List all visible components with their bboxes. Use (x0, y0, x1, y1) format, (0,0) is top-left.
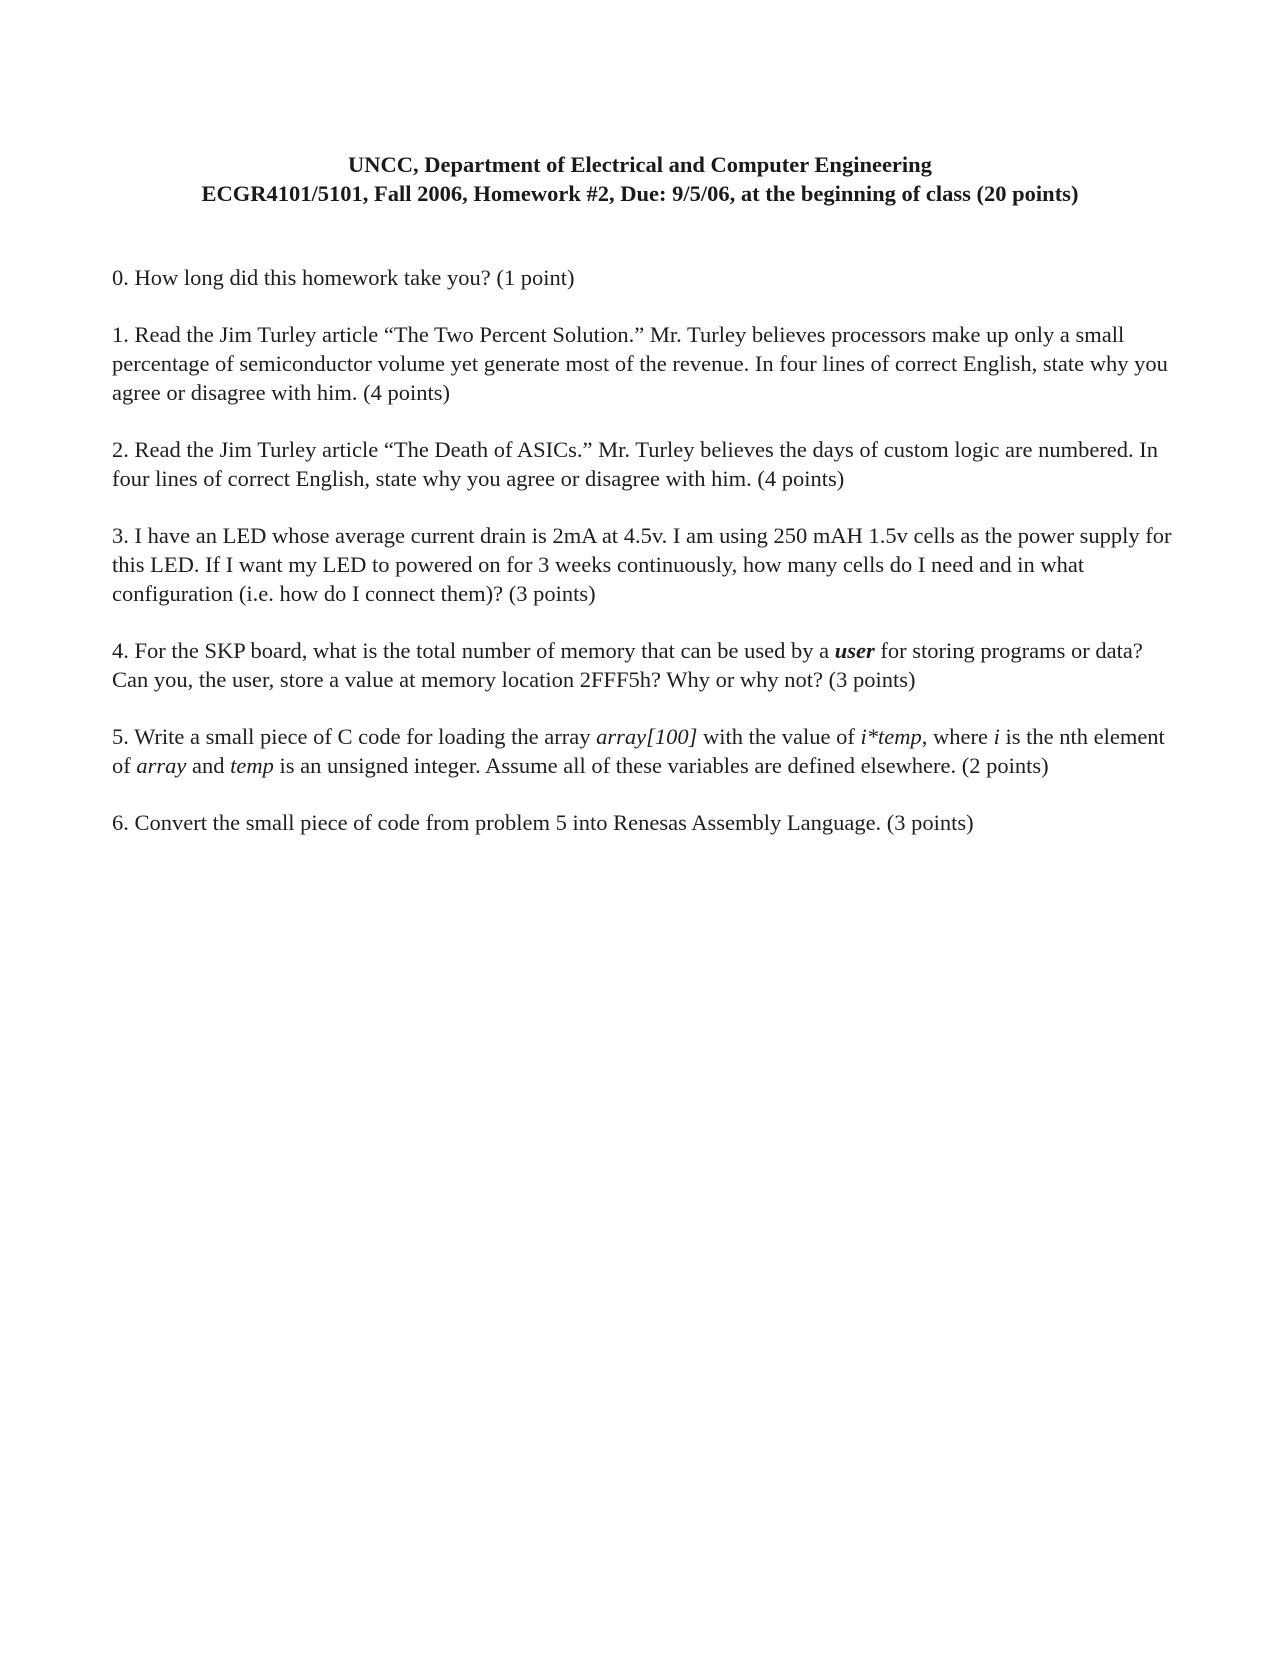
question-list (112, 263, 1172, 865)
question-4-text-2: for storing programs or data? Can you, the user, store a value at memory location 2FFF5h? Why or why not? (3 points) (112, 638, 1143, 692)
question-5-text-0: 5. Write a small piece of C code for loading the array (112, 724, 597, 749)
question-1 (112, 320, 1172, 407)
question-5-text-9: temp (230, 753, 274, 778)
question-5 (112, 722, 1172, 780)
question-2-text-0: 2. Read the Jim Turley article “The Death of ASICs.” Mr. Turley believes the days of custom logic are numbered. In four lines of correct English, state why you agree or disagree with him. (4 points) (112, 437, 1159, 491)
question-5-text-7: array (136, 753, 187, 778)
question-6 (112, 808, 1172, 837)
question-2 (112, 435, 1172, 493)
question-3-text-0: 3. I have an LED whose average current drain is 2mA at 4.5v. I am using 250 mAH 1.5v cells as the power supply for this LED. If I want my LED to powered on for 3 weeks continuously, how many cells do I need and in what configuration (i.e. how do I connect them)? (3 points) (112, 523, 1172, 606)
question-5-text-1: array[100] (596, 724, 698, 749)
header-line-1: UNCC, Department of Electrical and Computer Engineering (348, 152, 932, 177)
question-3 (112, 521, 1172, 608)
question-5-text-2: with the value of (697, 724, 861, 749)
question-5-text-6: is the nth element of (112, 724, 1165, 778)
question-4-text-1: user (834, 638, 875, 663)
question-0-text-0: 0. How long did this homework take you? (1 point) (112, 265, 575, 290)
question-5-text-4: , where (921, 724, 994, 749)
question-5-text-5: i (993, 724, 1000, 749)
question-5-text-8: and (186, 753, 231, 778)
question-5-text-3: i*temp (860, 724, 922, 749)
question-0 (112, 263, 1172, 292)
header-line-2: ECGR4101/5101, Fall 2006, Homework #2, Due: 9/5/06, at the beginning of class (20 points) (201, 181, 1079, 206)
question-4 (112, 636, 1172, 694)
question-4-text-0: 4. For the SKP board, what is the total number of memory that can be used by a (112, 638, 835, 663)
question-1-text-0: 1. Read the Jim Turley article “The Two Percent Solution.” Mr. Turley believes processors make up only a small percentage of semiconductor volume yet generate most of the revenue. In four lines of correct English, state why you agree or disagree with him. (4 points) (112, 322, 1168, 405)
question-6-text-0: 6. Convert the small piece of code from problem 5 into Renesas Assembly Language. (3 points) (112, 810, 974, 835)
question-5-text-10: is an unsigned integer. Assume all of these variables are defined elsewhere. (2 points) (273, 753, 1049, 778)
document-header (0, 150, 1280, 208)
